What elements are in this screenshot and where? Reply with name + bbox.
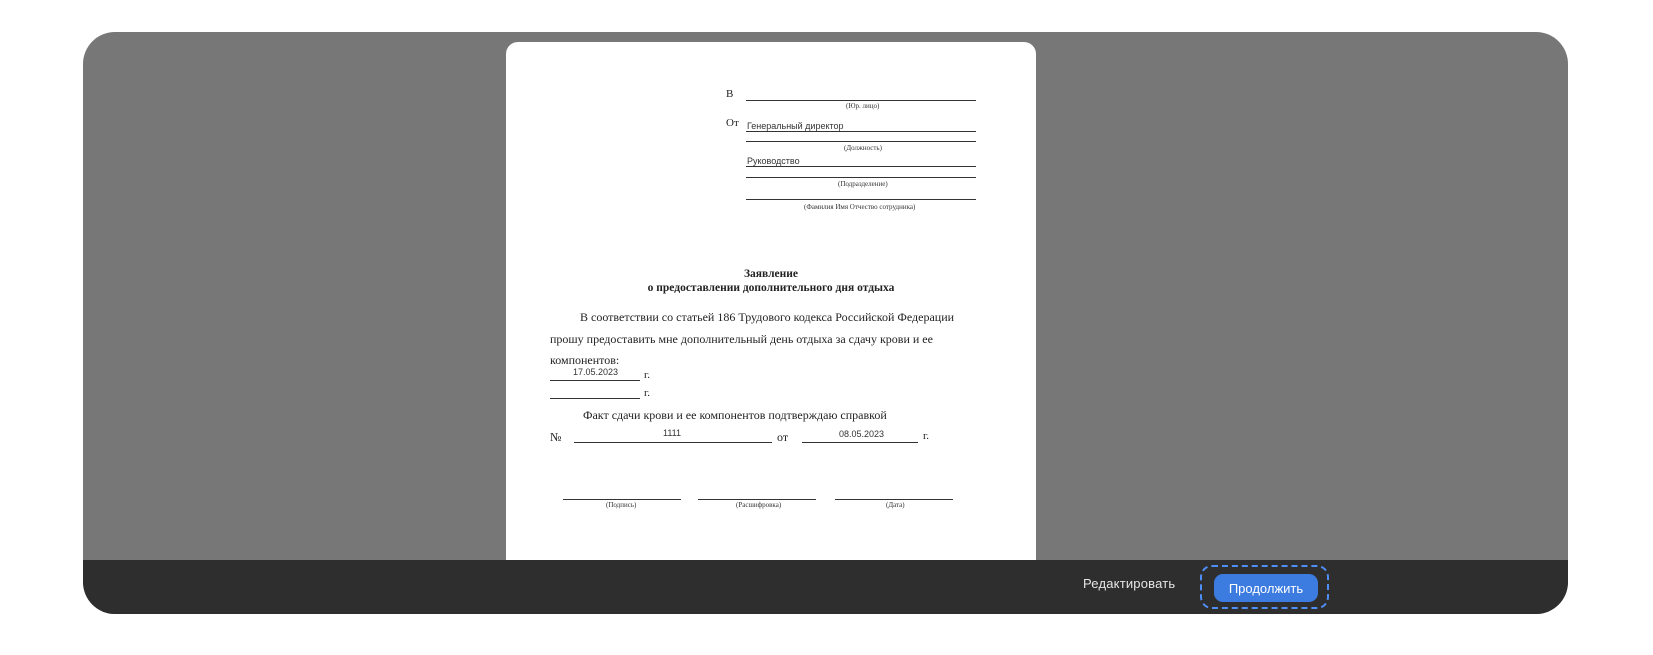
from-word: от — [777, 430, 789, 444]
date-1-suffix: г. — [644, 369, 651, 381]
department-value: Руководство — [747, 156, 800, 166]
document-preview — [83, 32, 1568, 614]
date-1-value: 17.05.2023 — [573, 367, 619, 377]
to-caption: (Юр. лицо) — [846, 102, 880, 110]
document-subtitle: о предоставлении дополнительного дня отдыха — [647, 282, 895, 294]
from-prefix: От — [726, 117, 739, 129]
certificate-date-suffix: г. — [923, 430, 930, 442]
date-caption: (Дата) — [886, 501, 905, 509]
action-bar — [83, 560, 1568, 614]
certificate-number-line — [574, 442, 772, 443]
position-value: Генеральный директор — [747, 121, 844, 131]
date-2-suffix: г. — [644, 387, 651, 399]
fact-line: Факт сдачи крови и ее компонентов подтверждаю справкой — [583, 408, 887, 422]
position-caption: (Должность) — [844, 144, 882, 152]
to-line — [746, 100, 976, 101]
paragraph-line-3: компонентов: — [550, 353, 620, 367]
edit-button[interactable]: Редактировать — [1083, 576, 1176, 591]
fullname-line — [746, 199, 976, 200]
department-caption: (Подразделение) — [838, 180, 888, 188]
date-1-line — [550, 380, 640, 381]
paragraph-line-1: В соответствии со статьей 186 Трудового кодекса Российской Федерации — [580, 310, 955, 324]
document-page — [506, 42, 1036, 562]
document-title: Заявление — [743, 268, 798, 280]
department-line-2 — [746, 177, 976, 178]
decoding-caption: (Расшифровка) — [736, 501, 782, 509]
signature-caption: (Подпись) — [606, 501, 637, 509]
department-line — [746, 166, 976, 167]
to-prefix: В — [726, 88, 734, 100]
fullname-caption: (Фамилия Имя Отчество сотрудника) — [804, 203, 916, 211]
date-sign-line — [835, 499, 953, 500]
decoding-line — [698, 499, 816, 500]
certificate-date-value: 08.05.2023 — [839, 429, 885, 439]
position-line — [746, 131, 976, 132]
certificate-date-line — [802, 442, 918, 443]
paragraph-line-2: прошу предоставить мне дополнительный день отдыха за сдачу крови и ее — [550, 332, 933, 346]
number-prefix: № — [550, 430, 562, 444]
signature-line — [563, 499, 681, 500]
continue-button[interactable]: Продолжить — [1214, 574, 1318, 602]
date-2-line — [550, 398, 640, 399]
position-line-2 — [746, 141, 976, 142]
certificate-number-value: 1111 — [663, 428, 682, 438]
